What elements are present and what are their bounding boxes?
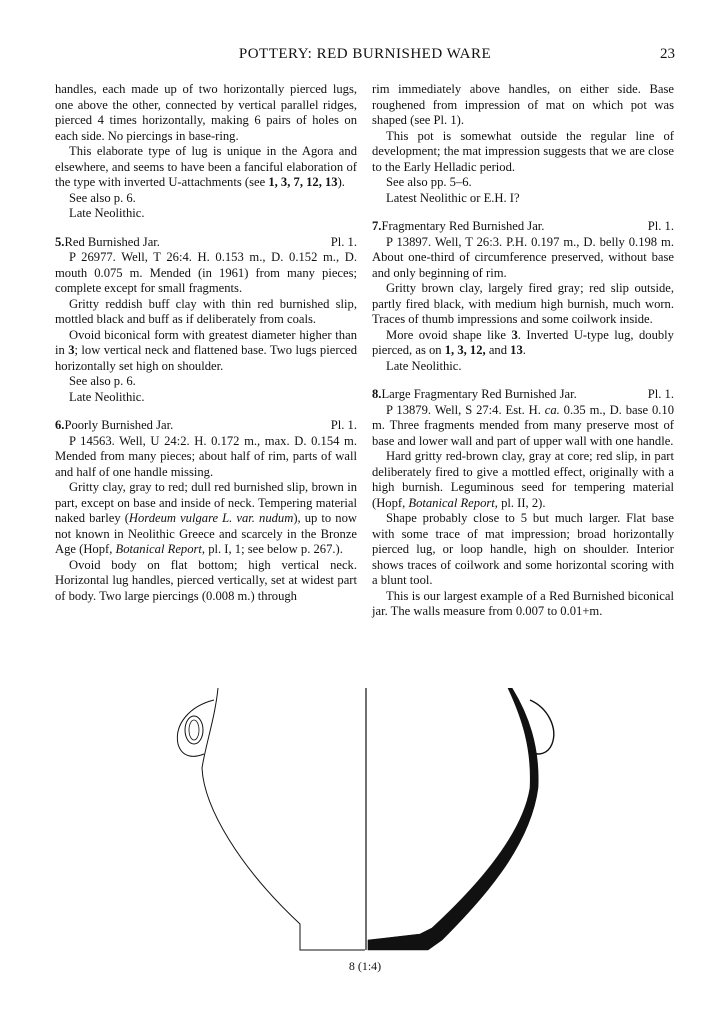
plate-reference: Pl. 1. — [330, 234, 357, 249]
see-also: See also pp. 5–6. — [386, 175, 472, 189]
entry-fabric: Gritty brown clay, largely fired gray; red slip outside, partly fired black, with medium high burnish, much worn. Traces of thumb impressions and some coilwork inside. — [372, 281, 674, 326]
paragraph: handles, each made up of two horizontally pierced lugs, one above the other, connected by vertical parallel ridges, pierced 4 times horizontally, making 6 pairs of holes on each side. No piercings in base-ring. — [55, 82, 357, 143]
dating: Late Neolithic. — [69, 206, 145, 220]
entry-fabric: Hard gritty red-brown clay, gray at core; red slip, in part deliberately fired to give a mottled effect, originally with a high burnish. Leguminous seed for tempering material (Hopf, Botanical Report, pl. II, 2). — [372, 449, 674, 510]
entry-6-heading — [55, 418, 357, 434]
entry-title: Large Fragmentary Red Burnished Jar. — [381, 387, 577, 401]
entry-5-heading — [55, 235, 357, 251]
entry-remark: This is our largest example of a Red Burnished biconical jar. The walls measure from 0.007 to 0.01+m. — [372, 588, 674, 618]
dating: Late Neolithic. — [69, 389, 145, 404]
entry-title: Poorly Burnished Jar. — [64, 418, 174, 432]
entry-shape: More ovoid shape like 3. Inverted U-type lug, doubly pierced, as on 1, 3, 12, and 13. — [372, 327, 674, 357]
entry-7-heading — [372, 219, 674, 235]
jar-profile-drawing — [170, 688, 560, 958]
jar-exterior-outline — [202, 688, 365, 950]
entry-title: Fragmentary Red Burnished Jar. — [381, 219, 545, 233]
entry-description: P 13897. Well, T 26:3. P.H. 0.197 m., D. belly 0.198 m. About one-third of circumference preserved, without base and only beginning of rim. — [372, 234, 674, 280]
catalog-reference: 3 — [68, 343, 75, 357]
see-also: See also p. 6. — [69, 190, 136, 205]
entry-shape: Ovoid biconical form with greatest diameter higher than in 3; low vertical neck and flattened base. Two lugs pierced horizontally set high on shoulder. — [55, 327, 357, 373]
dating: Late Neolithic. — [386, 358, 462, 373]
plate-reference: Pl. 1. — [647, 219, 674, 233]
entry-number: 5. — [55, 234, 65, 249]
entry-title: Red Burnished Jar. — [64, 234, 160, 249]
running-title: POTTERY: RED BURNISHED WARE — [238, 46, 492, 62]
entry-8-heading — [372, 387, 674, 403]
entry-shape: Ovoid body on flat bottom; high vertical neck. Horizontal lug handles, pierced vertically, set at widest part of body. Two large piercings (0.008 m.) through — [55, 557, 357, 603]
handle-piercing — [189, 720, 199, 740]
catalog-reference: 1, 3, 7, 12, 13 — [268, 175, 338, 189]
dating: Latest Neolithic or E.H. I? — [386, 190, 520, 205]
entry-description: P 14563. Well, U 24:2. H. 0.172 m., max. D. 0.154 m. Mended from many pieces; about half of rim, parts of wall and half of one handle missing. — [55, 433, 357, 479]
jar-handle-outline — [177, 700, 214, 756]
jar-wall-section — [368, 688, 538, 950]
plate-reference: Pl. 1. — [330, 418, 357, 432]
paragraph: This pot is somewhat outside the regular line of development; the mat impression suggests that we are close to the Early Helladic period. — [372, 128, 674, 174]
plate-reference: Pl. 1. — [647, 387, 674, 401]
see-also: See also p. 6. — [69, 374, 136, 388]
entry-fabric: Gritty reddish buff clay with thin red burnished slip, mottled black and buff as if deliberately from coals. — [55, 296, 357, 326]
entry-shape: Shape probably close to 5 but much larger. Flat base with some trace of mat impression; broad horizontally pierced lug, or loop handle, high on shoulder. Interior shows traces of coilwork and some horizontal scoring with a blunt tool. — [372, 511, 674, 587]
figure-caption: 8 (1:4) — [348, 959, 382, 973]
entry-description: P 26977. Well, T 26:4. H. 0.153 m., D. 0.152 m., D. mouth 0.075 m. Mended (in 1961) from many pieces; complete except for small fragments. — [55, 250, 357, 295]
entry-fabric: Gritty clay, gray to red; dull red burnished slip, brown in part, except on base and inside of neck. Tempering material naked barley (Hordeum vulgare L. var. nudum), up to now not known in Neolithic Greece and scarcely in the Bronze Age (Hopf, Botanical Report, pl. I, 1; see below p. 267.). — [55, 480, 357, 556]
paragraph: This elaborate type of lug is unique in the Agora and elsewhere, and seems to have been a fanciful elaboration of the type with inverted U-attachments (see 1, 3, 7, 12, 13). — [55, 144, 357, 189]
paragraph: rim immediately above handles, on either side. Base roughened from impression of mat on which pot was shaped (see Pl. 1). — [372, 82, 674, 127]
page-header — [55, 46, 675, 68]
page-number: 23 — [660, 46, 675, 62]
left-column — [55, 82, 357, 604]
entry-number: 7. — [372, 219, 382, 233]
entry-number: 6. — [55, 418, 65, 432]
entry-number: 8. — [372, 387, 382, 401]
right-column — [372, 82, 674, 620]
entry-description: P 13879. Well, S 27:4. Est. H. ca. 0.35 m., D. base 0.10 m. Three fragments mended from many preserve most of base and lower wall and part of upper wall with one handle. — [372, 402, 674, 448]
